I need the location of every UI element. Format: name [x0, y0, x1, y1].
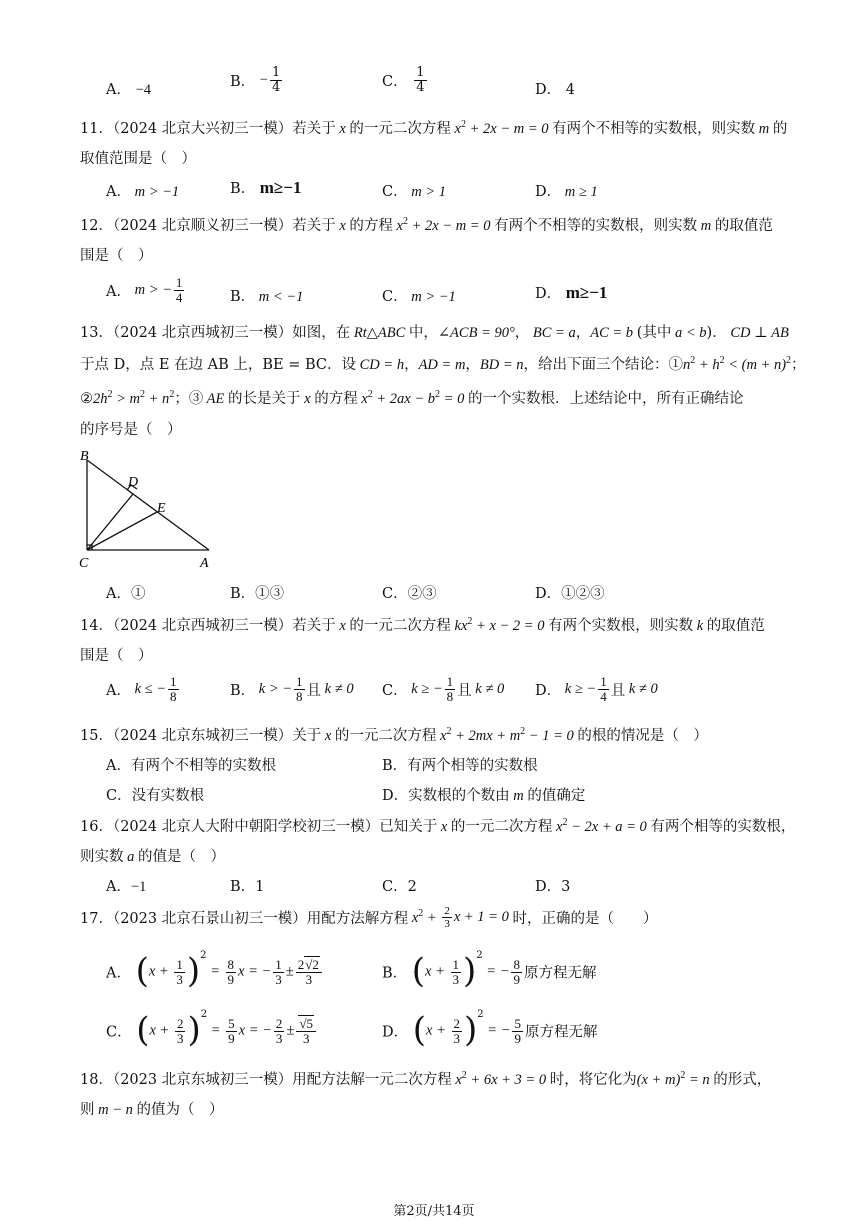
page-footer: 第2页/共14页	[393, 1204, 475, 1219]
q18-stem-line1: 18．（2023 北京东城初三一模）用配方法解一元二次方程 $x^2 + 6x + 3 = 0$ 时，将它化为$(x + m)^2 = n$ 的形式，	[80, 1070, 772, 1088]
q15-option-d: D．实数根的个数由 m 的值确定	[382, 788, 586, 804]
q12-stem-line1: 12．（2024 北京顺义初三一模）若关于 x 的方程 $x^2 + 2x - m = 0$ 有两个不相等的实数根，则实数 m 的取值范	[80, 216, 773, 234]
q14-stem-line2: 围是（ ）	[80, 648, 153, 664]
q14-stem-line1: 14．（2024 北京西城初三一模）若关于 x 的一元二次方程 $kx^2 + x - 2 = 0$ 有两个实数根，则实数 k 的取值范	[80, 616, 765, 634]
q13-option-c: C．②③	[382, 586, 437, 602]
label-d: D	[128, 475, 139, 490]
q13-stem-line4: 的序号是（ ）	[80, 422, 182, 438]
q16-option-d: D．3	[535, 879, 571, 895]
label-a: A	[200, 556, 209, 571]
q11-stem-line1: 11．（2024 北京大兴初三一模）若关于 x 的一元二次方程 $x^2 + 2x - m = 0$ 有两个不相等的实数根，则实数 m 的	[80, 119, 788, 137]
q11-option-b: B． m≥−1	[230, 178, 302, 197]
q13-option-b: B．①③	[230, 586, 285, 602]
q12-option-c: C． m > −1	[382, 289, 456, 305]
q17-option-b: B． (x + $\frac{1}{3}$ )$^2$ = − $\frac{8}{9}$ 原方程无解	[382, 950, 597, 991]
segment-cd	[87, 494, 133, 550]
q18-stem-line2: 则 m − n 的值为（ ）	[80, 1102, 224, 1118]
q16-option-c: C．2	[382, 879, 417, 895]
q16-option-b: B．1	[230, 879, 265, 895]
label-c: C	[79, 556, 89, 571]
q12-stem-line2: 围是（ ）	[80, 248, 153, 264]
segment-ba	[87, 460, 209, 550]
q14-option-c: C． k ≥ − $\frac{1}{8}$ 且 k ≠ 0	[382, 674, 505, 704]
label-e: E	[157, 501, 166, 516]
q15-option-a: A．有两个不相等的实数根	[106, 758, 276, 774]
q17-option-d: D． (x + $\frac{2}{3}$ )$^2$ = − $\frac{5}{9}$ 原方程无解	[382, 1009, 598, 1050]
q16-stem-line1: 16．（2024 北京人大附中朝阳学校初三一模）已知关于 x 的一元二次方程 $x^2 - 2x + a = 0$ 有两个相等的实数根，	[80, 817, 796, 835]
q13-stem-line1: 13．（2024 北京西城初三一模）如图，在 Rt△ABC 中，∠ACB = 90°， BC = a，AC = b (其中 a < b)． CD ⊥ AB	[80, 325, 789, 341]
q17-option-c: C． (x + $\frac{2}{3}$ )$^2$ = $\frac{5}{9}$ x = − $\frac{2}{3}$ ± $\frac{√5}{3}$	[106, 1009, 318, 1050]
q15-option-b: B．有两个相等的实数根	[382, 758, 538, 774]
q10-option-d: D． 4	[535, 82, 575, 98]
q10-option-c: C． $\frac{1}{4}$	[382, 65, 425, 95]
q13-stem-line2: 于点 D，点 E 在边 AB 上，BE = BC．设 CD = h，AD = m，BD = n，给出下面三个结论：$①n^2 + h^2 < (m + n)^2$；	[80, 355, 806, 373]
q13-option-a: A．①	[106, 586, 146, 602]
q16-option-a: A．−1	[106, 879, 147, 895]
q14-option-a: A． k ≤ − $\frac{1}{8}$	[106, 674, 177, 704]
q14-option-b: B． k > − $\frac{1}{8}$ 且 k ≠ 0	[230, 674, 354, 704]
q15-option-c: C．没有实数根	[106, 788, 205, 804]
q10-option-a: A． −4	[106, 82, 152, 98]
q12-option-b: B． m < −1	[230, 289, 304, 305]
q12-option-d: D． m≥−1	[535, 283, 608, 302]
q10-option-b: B． − $\frac{1}{4}$	[230, 65, 281, 95]
q17-option-a: A． (x + $\frac{1}{3}$ )$^2$ = $\frac{8}{9}$ x = − $\frac{1}{3}$ ± $\frac{2√2}{3}$	[106, 950, 324, 991]
q11-option-c: C． m > 1	[382, 184, 446, 200]
q13-stem-line3: $②2h^2 > m^2 + n^2$；③ AE 的长是关于 x 的方程 $x^2 + 2ax - b^2 = 0$ 的一个实数根．上述结论中，所有正确结论	[80, 389, 744, 407]
q13-option-d: D．①②③	[535, 586, 605, 602]
q17-stem: 17．（2023 北京石景山初三一模）用配方法解方程 $x^2$ + $\frac{2}{3}$ x + 1 = 0 时，正确的是（ ）	[80, 905, 658, 930]
label-b: B	[80, 449, 89, 464]
q11-option-a: A． m > −1	[106, 184, 180, 200]
q11-stem-line2: 取值范围是（ ）	[80, 151, 196, 167]
q12-option-a: A． m > − $\frac{1}{4}$	[106, 275, 183, 305]
segment-ce	[87, 512, 157, 550]
q16-stem-line2: 则实数 a 的值是（ ）	[80, 849, 225, 865]
q13-triangle-figure	[74, 446, 224, 571]
q11-option-d: D． m ≥ 1	[535, 184, 598, 200]
q15-stem: 15．（2024 北京东城初三一模）关于 x 的一元二次方程 $x^2 + 2mx + m^2 - 1 = 0$ 的根的情况是（ ）	[80, 726, 708, 744]
q14-option-d: D． k ≥ − $\frac{1}{4}$ 且 k ≠ 0	[535, 674, 658, 704]
